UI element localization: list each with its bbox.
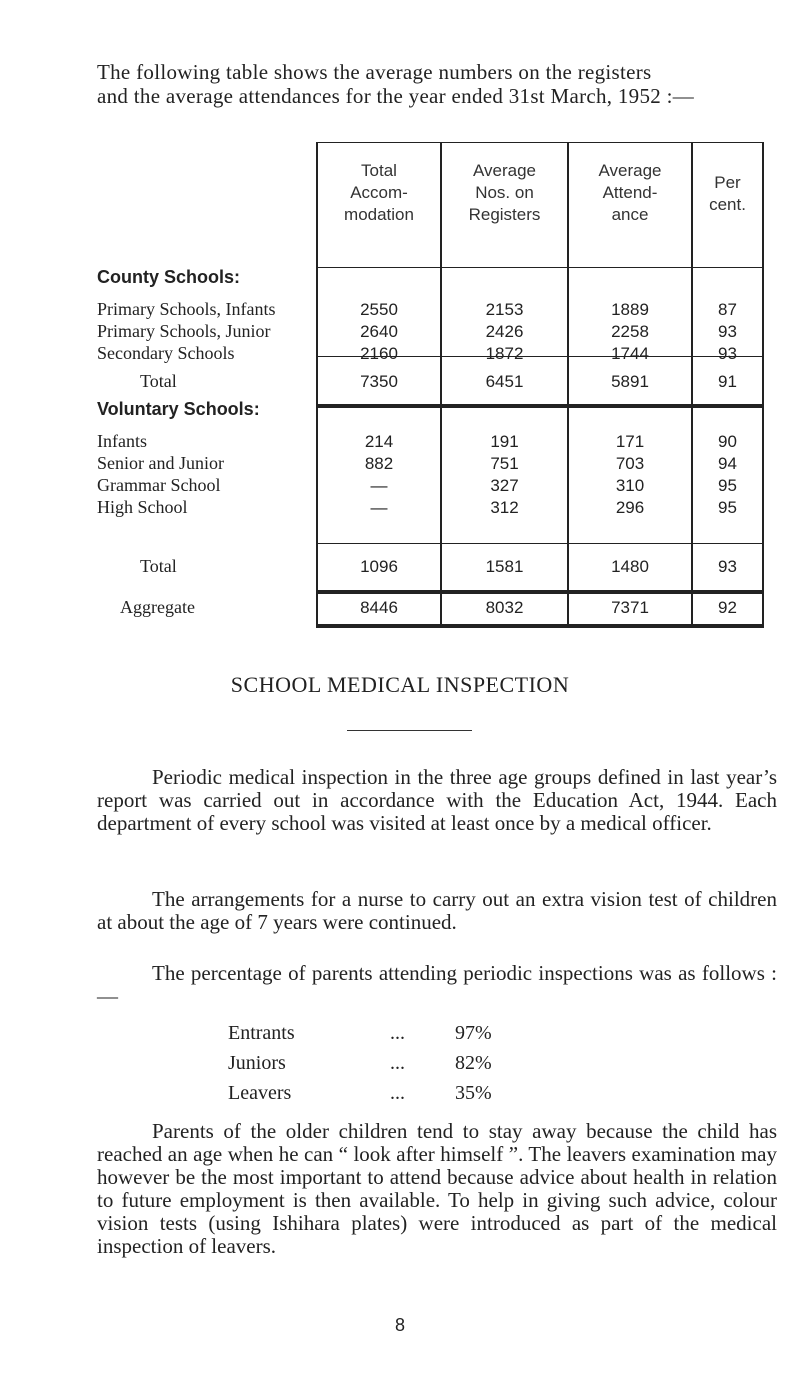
table-cell: 2426 <box>485 322 524 341</box>
header-average-registers: Average Nos. on Registers <box>468 161 541 224</box>
intro-line-1: The following table shows the average numbers on the registers <box>97 60 652 84</box>
table-cell: 94 <box>718 454 737 473</box>
percentage-value: 97% <box>455 1022 492 1044</box>
row-label: Grammar School <box>97 475 221 495</box>
table-cell: 2153 <box>485 300 524 319</box>
header-total-accommodation: Total Accom- modation <box>344 161 414 224</box>
table-cell: 327 <box>490 476 519 495</box>
row-label: High School <box>97 497 188 517</box>
percentage-value: 82% <box>455 1052 492 1074</box>
table-cell: 1872 <box>485 344 524 363</box>
table-cell: 93 <box>718 322 737 341</box>
percentage-label: Leavers <box>228 1082 292 1104</box>
intro-line-2: and the average attendances for the year ended 31st March, 1952 :— <box>97 84 695 108</box>
table-cell: 2258 <box>611 322 649 341</box>
table-cell: 1096 <box>360 557 398 576</box>
table-cell: 6451 <box>485 372 524 391</box>
header-bottom-rule <box>316 267 764 268</box>
leader-dots: ... <box>390 1052 405 1074</box>
table-cell: 5891 <box>611 372 649 391</box>
row-label: Infants <box>97 431 147 451</box>
table-cell: 171 <box>615 432 645 451</box>
table-cell: 882 <box>364 454 394 473</box>
table-cell: — <box>370 476 388 495</box>
aggregate-label: Aggregate <box>120 597 195 617</box>
table-cell: 95 <box>718 476 737 495</box>
county-total-rule <box>316 404 764 408</box>
table-cell: — <box>370 498 388 517</box>
table-cell: 312 <box>490 498 519 517</box>
aggregate-bottom-rule <box>316 624 764 628</box>
table-cell: 95 <box>718 498 737 517</box>
percentage-label: Juniors <box>228 1052 286 1074</box>
table-cell: 2640 <box>360 322 398 341</box>
table-cell: 7371 <box>611 598 649 617</box>
table-cell: 90 <box>718 432 737 451</box>
title-underline <box>347 730 472 731</box>
table-top-rule <box>316 142 764 143</box>
voluntary-total-rule <box>316 590 764 594</box>
row-label: Senior and Junior <box>97 453 224 473</box>
row-label: Secondary Schools <box>97 343 235 363</box>
row-label: Primary Schools, Infants <box>97 299 276 319</box>
page-number: 8 <box>394 1315 405 1335</box>
table-cell: 8032 <box>485 598 524 617</box>
table-cell: 751 <box>490 454 519 473</box>
voluntary-schools-heading: Voluntary Schools: <box>97 399 260 419</box>
percentage-label: Entrants <box>228 1022 295 1044</box>
table-cell: 87 <box>718 300 737 319</box>
table-cell: 1889 <box>611 300 649 319</box>
table-cell: 93 <box>718 557 737 576</box>
table-cell: 191 <box>490 432 519 451</box>
table-cell: 93 <box>718 344 737 363</box>
table-cell: 310 <box>615 476 645 495</box>
paragraph-percentages-intro: The percentage of parents attending periodic inspections was as follows :— <box>97 961 777 1008</box>
table-cell: 703 <box>615 454 645 473</box>
table-cell: 1581 <box>485 557 524 576</box>
header-average-attendance: Average Attend- ance <box>598 161 662 224</box>
table-cell: 8446 <box>360 598 398 617</box>
header-per-cent: Per cent. <box>709 173 746 214</box>
table-cell: 92 <box>718 598 737 617</box>
table-rule-right <box>762 142 764 626</box>
row-label: Primary Schools, Junior <box>97 321 271 341</box>
voluntary-subtotal-rule <box>316 543 764 544</box>
section-title: SCHOOL MEDICAL INSPECTION <box>230 672 570 697</box>
county-schools-heading: County Schools: <box>97 267 240 287</box>
county-total-label: Total <box>140 371 177 391</box>
leader-dots: ... <box>390 1082 405 1104</box>
table-cell: 7350 <box>360 372 398 391</box>
percentage-value: 35% <box>455 1082 492 1104</box>
voluntary-total-label: Total <box>140 556 177 576</box>
paragraph-leavers: Parents of the older children tend to stay away because the child has reached an age when he can “ look after himself ”. The leavers examination may however be the most important to attend because advice about health in relation to future employment is then available. To help in giving such advice, colour vision tests (using Ishihara plates) were introduced as part of the medical inspection of leavers. <box>97 1119 777 1258</box>
paragraph-periodic-inspection: Periodic medical inspection in the three age groups defined in last year’s report was carried out in accordance with the Education Act, 1944. Each department of every school was visited at least once by a medical officer. <box>97 765 777 835</box>
paragraph-vision-test: The arrangements for a nurse to carry out an extra vision test of children at about the age of 7 years were continued. <box>97 887 777 934</box>
table-cell: 296 <box>615 498 645 517</box>
table-cell: 1480 <box>611 557 649 576</box>
table-cell: 1744 <box>611 344 649 363</box>
table-cell: 214 <box>364 432 394 451</box>
leader-dots: ... <box>390 1022 405 1044</box>
attendance-table <box>0 0 800 640</box>
table-cell: 2550 <box>360 300 398 319</box>
table-cell: 91 <box>718 372 737 391</box>
table-cell: 2160 <box>360 344 398 363</box>
